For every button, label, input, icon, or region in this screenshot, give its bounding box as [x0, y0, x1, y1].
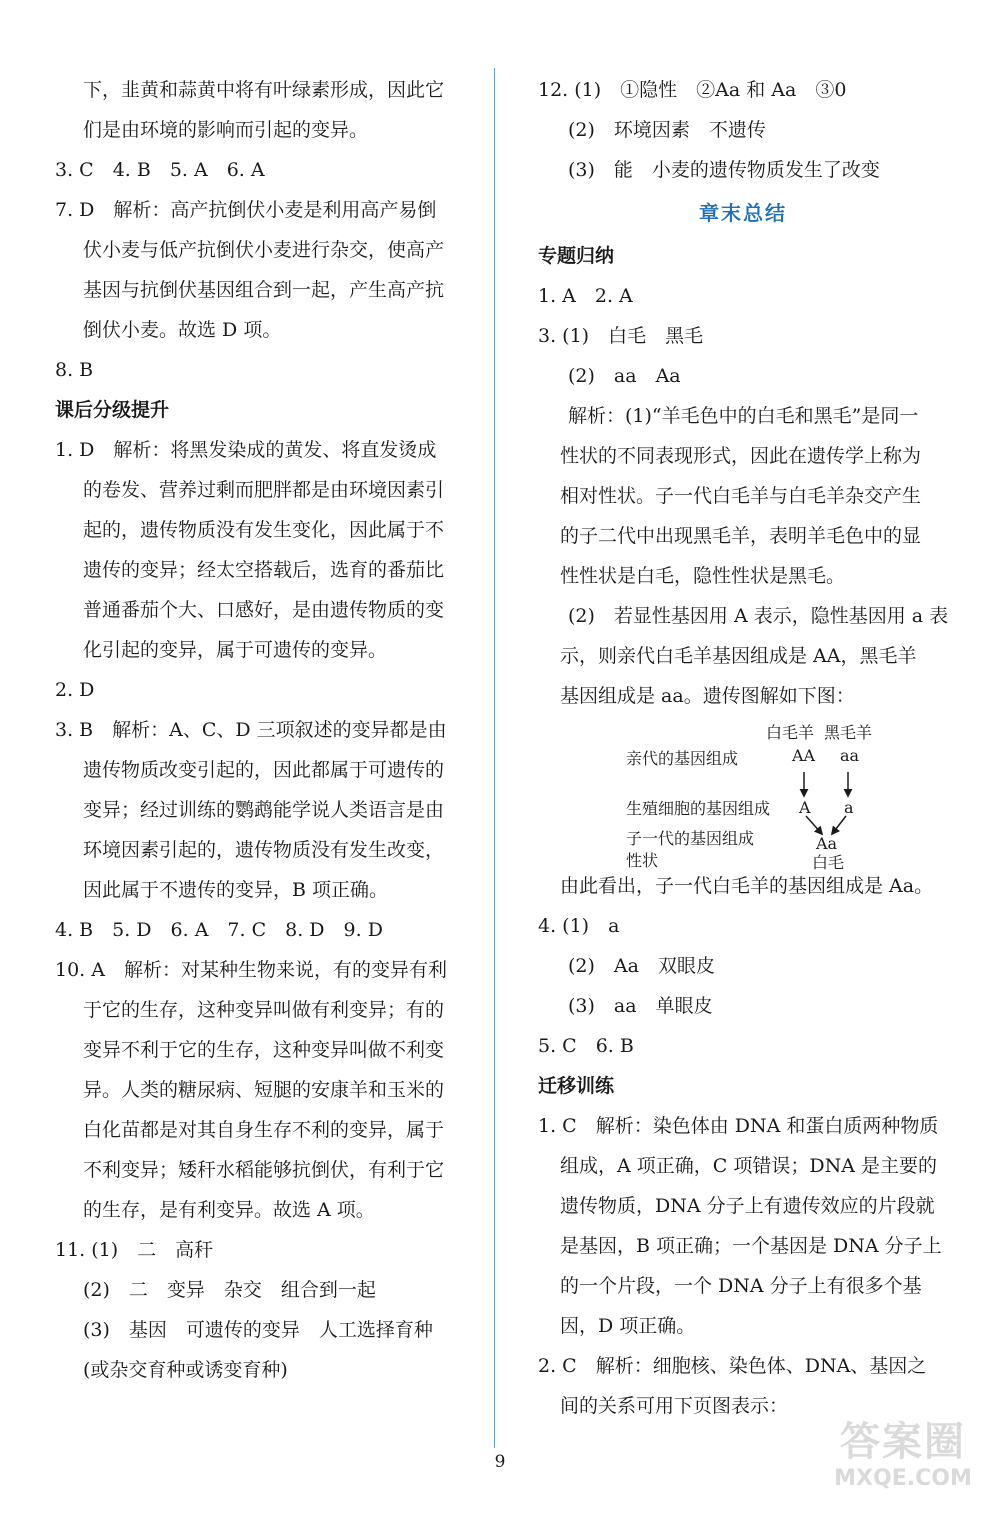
left-column [55, 70, 475, 1390]
answer-line: 4. B 5. D 6. A 7. C 8. D 9. D [55, 919, 383, 941]
answer-line: (2) 环境因素 不遗传 [568, 119, 766, 141]
gamete-A: A [799, 798, 811, 817]
answer-line: 12. (1) ①隐性 ②Aa 和 Aa ③0 [538, 79, 847, 101]
watermark-text: 答案圈 [840, 1419, 966, 1465]
answer-line: (2) aa Aa [568, 365, 681, 387]
answer-line: 遗传的变异；经太空搭载后，选育的番茄比 [83, 559, 445, 581]
arrow-A-to-Aa [806, 816, 822, 834]
watermark-url: MXQE.COM [834, 1466, 972, 1491]
section-heading: 课后分级提升 [55, 399, 170, 421]
arrow-a-to-Aa [832, 816, 846, 834]
answer-line: 伏小麦与低产抗倒伏小麦进行杂交，使高产 [83, 239, 445, 261]
answer-line: 相对性状。子一代白毛羊与白毛羊杂交产生 [560, 485, 922, 507]
answer-line: 起的，遗传物质没有发生变化，因此属于不 [83, 519, 445, 541]
answer-line: 的生存，是有利变异。故选 A 项。 [83, 1199, 375, 1221]
chapter-summary-title: 章末总结 [699, 201, 787, 225]
answer-line: 因，D 项正确。 [560, 1315, 696, 1337]
answer-line: 性状的不同表现形式，因此在遗传学上称为 [560, 445, 922, 467]
answer-line: 于它的生存，这种变异叫做有利变异；有的 [83, 999, 445, 1021]
answer-line: 性性状是白毛，隐性性状是黑毛。 [560, 565, 846, 587]
answer-line: 3. C 4. B 5. A 6. A [55, 159, 265, 181]
answer-line: 示，则亲代白毛羊基因组成是 AA，黑毛羊 [560, 645, 917, 667]
page-number: 9 [494, 1452, 506, 1472]
answer-line: 们是由环境的影响而引起的变异。 [83, 119, 369, 141]
answer-line: 8. B [55, 359, 94, 381]
answer-line: 基因组成是 aa。遗传图解如下图： [560, 685, 855, 707]
answer-line: (3) 基因 可遗传的变异 人工选择育种 [83, 1319, 433, 1341]
answer-line: 下，韭黄和蒜黄中将有叶绿素形成，因此它 [83, 79, 445, 101]
answer-line: 由此看出，子一代白毛羊的基因组成是 Aa。 [560, 875, 934, 897]
gamete-a: a [844, 798, 854, 817]
answer-line: 的子二代中出现黑毛羊，表明羊毛色中的显 [560, 525, 922, 547]
answer-line: 变异不利于它的生存，这种变异叫做不利变 [83, 1039, 445, 1061]
answer-line: 因此属于不遗传的变异，B 项正确。 [83, 879, 389, 901]
answer-line: 不利变异；矮秆水稻能够抗倒伏，有利于它 [83, 1159, 445, 1181]
answer-line: 的卷发、营养过剩而肥胖都是由环境因素引 [83, 479, 445, 501]
answer-line: 4. (1) a [538, 915, 620, 937]
answer-line: 2. D [55, 679, 95, 701]
answer-line: 2. C 解析：细胞核、染色体、DNA、基因之 [538, 1355, 927, 1377]
parent-AA: AA [792, 746, 816, 765]
answer-line: 3. B 解析：A、C、D 三项叙述的变异都是由 [55, 719, 447, 741]
answer-line: (2) 若显性基因用 A 表示，隐性基因用 a 表 [568, 605, 949, 627]
site-watermark [828, 1418, 978, 1498]
answer-line: 基因与抗倒伏基因组合到一起，产生高产抗 [83, 279, 445, 301]
answer-line: 组成，A 项正确，C 项错误；DNA 是主要的 [560, 1155, 937, 1177]
answer-line: (3) aa 单眼皮 [568, 995, 713, 1017]
answer-line: (或杂交育种或诱变育种) [83, 1359, 288, 1381]
answer-line: 化引起的变异，属于可遗传的变异。 [83, 639, 388, 661]
answer-line: 普通番茄个大、口感好，是由遗传物质的变 [83, 599, 445, 621]
black-sheep-label: 黑毛羊 [824, 723, 873, 742]
answer-line: 环境因素引起的，遗传物质没有发生改变， [83, 839, 445, 861]
answer-line: 遗传物质改变引起的，因此都属于可遗传的 [83, 759, 445, 781]
answer-line: 遗传物质，DNA 分子上有遗传效应的片段就 [560, 1195, 935, 1217]
answer-line: 间的关系可用下页图表示： [560, 1395, 789, 1417]
answer-line: 1. A 2. A [538, 285, 633, 307]
trait-label: 性状 [626, 851, 659, 870]
column-divider [494, 68, 495, 1448]
answer-line: 1. D 解析：将黑发染成的黄发、将直发烫成 [55, 439, 437, 461]
answer-line: 是基因，B 项正确；一个基因是 DNA 分子上 [560, 1235, 942, 1257]
answer-line: 解析：(1)“羊毛色中的白毛和黑毛”是同一 [568, 405, 919, 427]
offspring-genotype-label: 子一代的基因组成 [626, 829, 755, 848]
answer-line: (2) 二 变异 杂交 组合到一起 [83, 1279, 376, 1301]
right-column [538, 70, 948, 1426]
genetic-diagram [538, 716, 948, 872]
parent-aa: aa [840, 746, 860, 765]
answer-line: 5. C 6. B [538, 1035, 634, 1057]
parent-genotype-label: 亲代的基因组成 [626, 749, 739, 768]
answer-line: 倒伏小麦。故选 D 项。 [83, 319, 282, 341]
offspring-Aa: Aa [816, 834, 838, 853]
gamete-genotype-label: 生殖细胞的基因组成 [626, 799, 771, 818]
answer-line: 3. (1) 白毛 黑毛 [538, 325, 704, 347]
section-heading: 迁移训练 [538, 1075, 615, 1097]
offspring-trait: 白毛 [812, 853, 845, 872]
answer-line: 11. (1) 二 高秆 [55, 1239, 214, 1261]
answer-line: 1. C 解析：染色体由 DNA 和蛋白质两种物质 [538, 1115, 939, 1137]
answer-line: 的一个片段，一个 DNA 分子上有很多个基 [560, 1275, 922, 1297]
answer-line: (2) Aa 双眼皮 [568, 955, 715, 977]
answer-line: 7. D 解析：高产抗倒伏小麦是利用高产易倒 [55, 199, 437, 221]
answer-line: 白化苗都是对其自身生存不利的变异，属于 [83, 1119, 445, 1141]
white-sheep-label: 白毛羊 [766, 723, 815, 742]
answer-line: 变异；经过训练的鹦鹉能学说人类语言是由 [83, 799, 445, 821]
answer-line: 10. A 解析：对某种生物来说，有的变异有利 [55, 959, 447, 981]
answer-line: 异。人类的糖尿病、短腿的安康羊和玉米的 [83, 1079, 445, 1101]
answer-line: (3) 能 小麦的遗传物质发生了改变 [568, 159, 880, 181]
section-heading: 专题归纳 [538, 245, 615, 267]
